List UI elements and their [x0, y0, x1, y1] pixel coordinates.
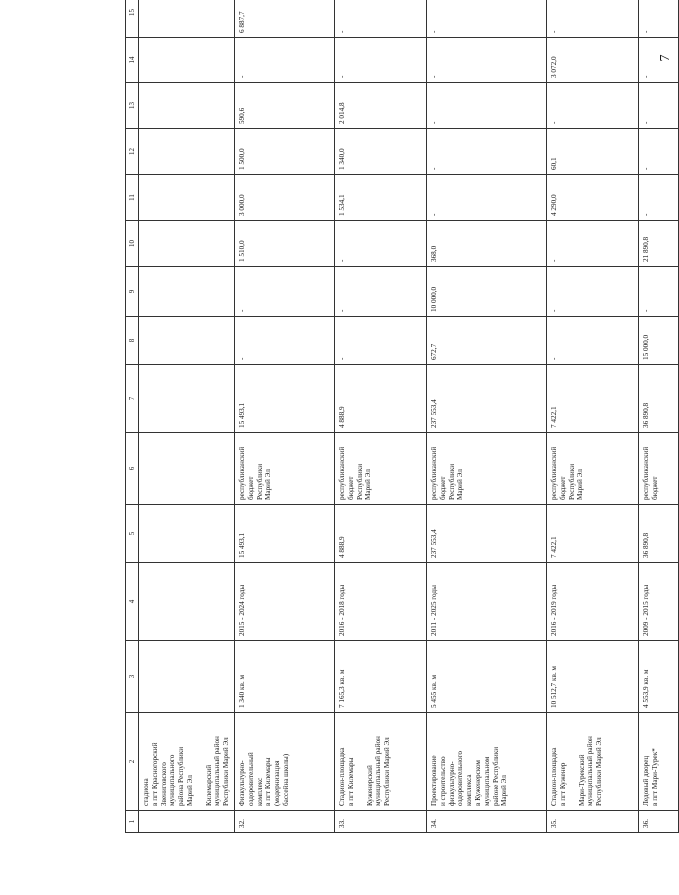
region-heading-line: муниципальный район [374, 736, 383, 806]
year-value-cell: 10 000,0 [427, 267, 547, 317]
object-name-line: Марий Эл [500, 775, 509, 806]
funding-source-line: бюджет [438, 476, 447, 500]
table-row [547, 0, 639, 833]
construction-objects-table [125, 0, 679, 833]
empty-cell [139, 221, 235, 267]
object-name-cell [235, 713, 335, 811]
region-heading-line: муниципальный район [213, 736, 222, 806]
year-value-cell: - [639, 267, 679, 317]
object-name-line: комплекса [465, 774, 474, 806]
empty-cell [139, 505, 235, 563]
region-heading-line: Куженерский [365, 765, 374, 806]
year-value-cell: - [639, 83, 679, 129]
object-name-line: бассейна школы) [281, 753, 290, 806]
year-value-cell: 6 887,7 [235, 0, 335, 38]
funding-source-cell [547, 433, 639, 505]
funding-source-line: республиканский [642, 446, 651, 500]
year-value-cell: 2 014,8 [335, 83, 427, 129]
header-cell: 15 [126, 0, 139, 38]
year-value-cell: - [639, 38, 679, 83]
header-cell: 13 [126, 83, 139, 129]
continuation-row [139, 0, 235, 833]
page-number: 7 [658, 54, 673, 62]
object-name-line: в пгт Килемары [346, 757, 355, 806]
period-cell: 2016 - 2019 годы [547, 563, 639, 641]
header-cell: 2 [126, 713, 139, 811]
capacity-cell: 10 512,7 кв. м [547, 641, 639, 713]
year-value-cell: 3 000,0 [235, 175, 335, 221]
capacity-cell: 1 340 кв. м [235, 641, 335, 713]
object-name-line: в пгт Куженер [558, 762, 567, 806]
row-number-cell [139, 811, 235, 833]
funding-source-line: бюджет [246, 476, 255, 500]
empty-cell [139, 38, 235, 83]
funding-source-line: республиканский [430, 446, 439, 500]
object-name-line: Марий Эл [185, 775, 194, 806]
funding-source-line: Марий Эл [264, 469, 273, 500]
region-heading-line: Мари-Турекский [577, 754, 586, 806]
header-cell: 11 [126, 175, 139, 221]
empty-cell [139, 129, 235, 175]
region-heading-line: Республики Марий Эл [595, 737, 604, 806]
spacer [195, 717, 205, 806]
header-cell: 12 [126, 129, 139, 175]
funding-source-line: бюджет [650, 476, 659, 500]
empty-cell [139, 317, 235, 365]
year-value-cell: - [427, 83, 547, 129]
year-value-cell: - [547, 267, 639, 317]
period-cell: 2011 - 2025 годы [427, 563, 547, 641]
year-value-cell: - [639, 0, 679, 38]
year-value-cell: - [335, 0, 427, 38]
object-name-line: в пгт Килемары [264, 757, 273, 806]
row-number-cell: 32. [235, 811, 335, 833]
object-name-line: муниципальном [482, 756, 491, 806]
object-name-cell [427, 713, 547, 811]
table-row [335, 0, 427, 833]
header-cell: 4 [126, 563, 139, 641]
object-name-line: оздоровительный [246, 752, 255, 806]
year-value-cell: 1 340,0 [335, 129, 427, 175]
empty-cell [139, 267, 235, 317]
object-name-line: в Куженерском [473, 760, 482, 806]
year-value-cell: 1 510,0 [235, 221, 335, 267]
object-name-line: оздоровительного [456, 751, 465, 806]
total-funding-cell: 237 553,4 [427, 365, 547, 433]
empty-cell [139, 641, 235, 713]
empty-cell [139, 0, 235, 38]
object-name-line: (модернизация [273, 760, 282, 806]
row-number-cell: 33. [335, 811, 427, 833]
funding-source-line: Республики [567, 463, 576, 500]
year-value-cell: - [547, 0, 639, 38]
year-value-cell: - [235, 267, 335, 317]
year-value-cell: - [335, 221, 427, 267]
funding-source-cell [235, 433, 335, 505]
row-number-cell: 34. [427, 811, 547, 833]
object-name-line: физкультурно- [447, 761, 456, 806]
total-funding-cell: 7 422,1 [547, 365, 639, 433]
year-value-cell: - [547, 221, 639, 267]
region-heading-line: Республики Марий Эл [222, 737, 231, 806]
region-heading-line: Килемарский [204, 764, 213, 806]
header-cell: 14 [126, 38, 139, 83]
estimated-cost-cell: 36 890,8 [639, 505, 679, 563]
header-cell: 5 [126, 505, 139, 563]
year-value-cell: - [335, 267, 427, 317]
year-value-cell: - [235, 38, 335, 83]
header-cell: 3 [126, 641, 139, 713]
empty-cell [139, 563, 235, 641]
year-value-cell: 1 534,1 [335, 175, 427, 221]
period-cell: 2009 - 2015 годы [639, 563, 679, 641]
year-value-cell: 21 890,8 [639, 221, 679, 267]
object-name-cell [335, 713, 427, 811]
year-value-cell: - [335, 38, 427, 83]
object-name-line: и строительство [438, 756, 447, 806]
estimated-cost-cell: 15 493,1 [235, 505, 335, 563]
object-name-cell [139, 713, 235, 811]
row-number-cell: 35. [547, 811, 639, 833]
region-heading-line: Республики Марий Эл [383, 737, 392, 806]
capacity-cell: 7 165,3 кв. м [335, 641, 427, 713]
year-value-cell: 3 072,0 [547, 38, 639, 83]
header-cell: 10 [126, 221, 139, 267]
object-name-line: стадиона [142, 778, 150, 806]
year-value-cell: - [547, 317, 639, 365]
funding-source-cell [335, 433, 427, 505]
funding-source-line: бюджет [558, 476, 567, 500]
year-value-cell: - [547, 83, 639, 129]
header-cell: 6 [126, 433, 139, 505]
funding-source-line: Марий Эл [456, 469, 465, 500]
region-heading-line: муниципальный район [586, 736, 595, 806]
object-name-line: в пгт Мари-Турек* [650, 748, 659, 806]
table-body [126, 0, 679, 833]
spacer [356, 717, 366, 806]
table-row [427, 0, 547, 833]
funding-source-line: бюджет [346, 476, 355, 500]
empty-cell [139, 433, 235, 505]
header-cell: 7 [126, 365, 139, 433]
funding-source-line: Республики [355, 463, 364, 500]
year-value-cell: - [427, 175, 547, 221]
object-name-line: Стадион-площадка [550, 747, 559, 806]
empty-cell [139, 365, 235, 433]
funding-source-line: Республики [255, 463, 264, 500]
year-value-cell: - [427, 129, 547, 175]
funding-source-line: республиканский [338, 446, 347, 500]
period-cell: 2015 - 2024 годы [235, 563, 335, 641]
year-value-cell: 368,0 [427, 221, 547, 267]
year-value-cell: 590,6 [235, 83, 335, 129]
object-name-line: районе Республики [491, 746, 500, 806]
object-name-cell [639, 713, 679, 811]
funding-source-cell [639, 433, 679, 505]
spacer [568, 717, 578, 806]
table-row [639, 0, 679, 833]
funding-source-line: Марий Эл [576, 469, 585, 500]
total-funding-cell: 36 890,8 [639, 365, 679, 433]
object-name-line: комплекс [255, 777, 264, 806]
year-value-cell: 672,7 [427, 317, 547, 365]
total-funding-cell: 4 888,9 [335, 365, 427, 433]
object-name-line: Стадион-площадка [338, 747, 347, 806]
year-value-cell: - [427, 0, 547, 38]
column-number-header-row [126, 0, 139, 833]
year-value-cell: - [235, 317, 335, 365]
table-row [235, 0, 335, 833]
year-value-cell: 60,1 [547, 129, 639, 175]
object-name-cell [547, 713, 639, 811]
estimated-cost-cell: 237 553,4 [427, 505, 547, 563]
total-funding-cell: 15 493,1 [235, 365, 335, 433]
year-value-cell: 4 290,0 [547, 175, 639, 221]
empty-cell [139, 175, 235, 221]
estimated-cost-cell: 4 888,9 [335, 505, 427, 563]
object-name-line: муниципального [168, 754, 177, 806]
estimated-cost-cell: 7 422,1 [547, 505, 639, 563]
year-value-cell: 15 000,0 [639, 317, 679, 365]
row-number-cell: 36. [639, 811, 679, 833]
funding-source-line: республиканский [550, 446, 559, 500]
year-value-cell: - [335, 317, 427, 365]
rotated-table-wrapper [125, 9, 659, 833]
funding-source-cell [427, 433, 547, 505]
funding-source-line: Марий Эл [364, 469, 373, 500]
period-cell: 2016 - 2018 годы [335, 563, 427, 641]
header-cell: 1 [126, 811, 139, 833]
year-value-cell: - [639, 175, 679, 221]
object-name-line: Проектирование [430, 755, 439, 806]
header-cell: 9 [126, 267, 139, 317]
object-name-line: района Республики [177, 746, 186, 806]
object-name-line: Физкультурно- [238, 760, 247, 806]
empty-cell [139, 83, 235, 129]
year-value-cell: 1 500,0 [235, 129, 335, 175]
funding-source-line: Республики [447, 463, 456, 500]
year-value-cell: - [639, 129, 679, 175]
object-name-line: в пгт Красногорский [150, 742, 159, 806]
capacity-cell: 5 455 кв. м [427, 641, 547, 713]
year-value-cell: - [427, 38, 547, 83]
funding-source-line: республиканский [238, 446, 247, 500]
object-name-line: Звениговского [159, 762, 168, 806]
capacity-cell: 4 553,9 кв. м [639, 641, 679, 713]
header-cell: 8 [126, 317, 139, 365]
object-name-line: Ледовый дворец [642, 755, 651, 806]
